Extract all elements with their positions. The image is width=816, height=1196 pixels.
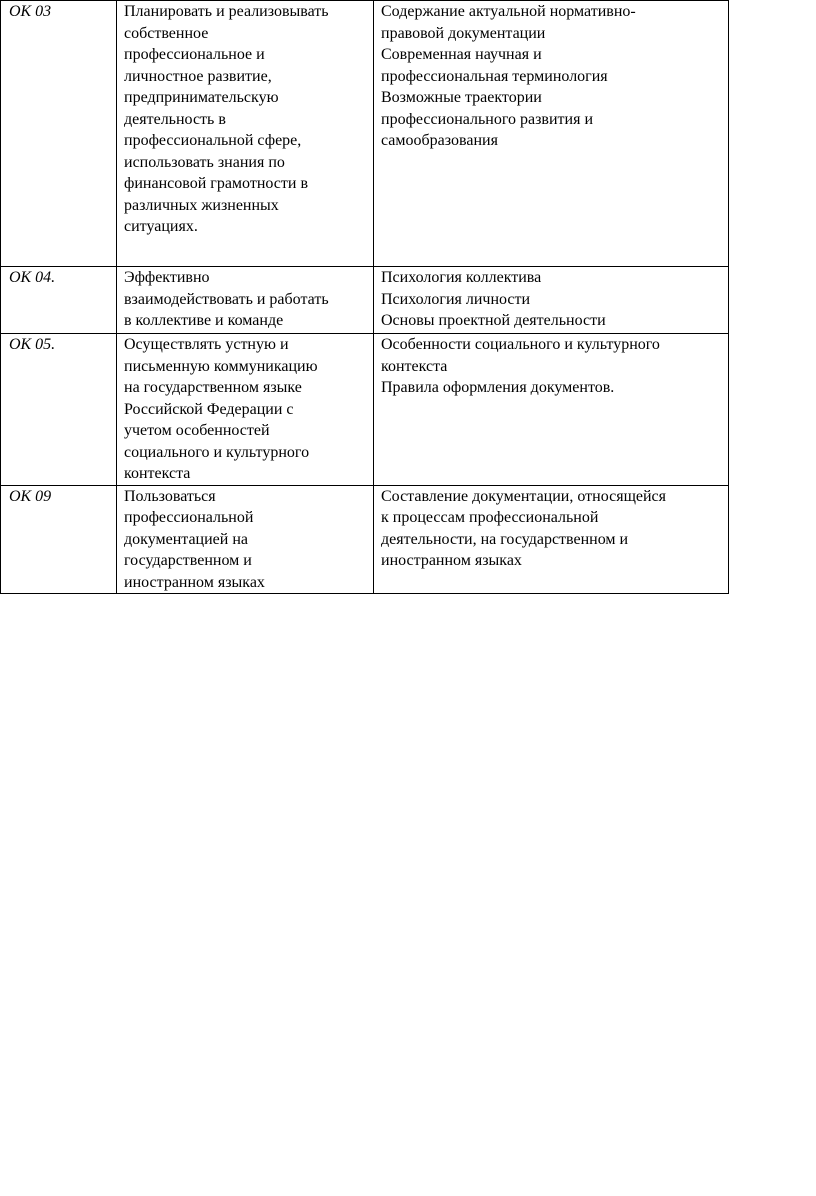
- skill-line: финансовой грамотности в: [124, 175, 309, 192]
- knowledge-line: к процессам профессиональной: [381, 509, 599, 526]
- skill-line: различных жизненных: [124, 196, 279, 214]
- skill-line: собственное: [124, 24, 209, 42]
- skill-line: профессиональной сфере,: [124, 132, 302, 149]
- knowledge-line: Современная научная и: [381, 46, 542, 63]
- skill-line: профессиональной: [124, 509, 254, 526]
- knowledge-line: самообразования: [381, 132, 498, 149]
- competency-code: ОК 03: [1, 1, 117, 267]
- skill-line: личностное развитие,: [124, 67, 272, 85]
- table-row: [1, 1, 729, 267]
- skill-line: взаимодействовать и работать: [124, 290, 329, 308]
- competency-table: [0, 0, 729, 594]
- skill-line: документацией на: [124, 530, 249, 548]
- knowledge-line: профессионального развития и: [381, 110, 594, 128]
- skill-line: деятельность в: [124, 110, 226, 128]
- skill-line: письменную коммуникацию: [124, 357, 318, 375]
- knowledge-line: Содержание актуальной нормативно-: [381, 3, 636, 20]
- knowledge-line: правовой документации: [381, 24, 546, 42]
- skill-line: Осуществлять устную и: [124, 336, 289, 353]
- skill-description: [117, 485, 374, 594]
- skill-line: на государственном языке: [124, 379, 302, 396]
- knowledge-description: [374, 1, 729, 267]
- competency-code: ОК 09: [1, 485, 117, 594]
- skill-line: государственном и: [124, 552, 252, 569]
- competency-code: ОК 05.: [1, 334, 117, 486]
- skill-line: предпринимательскую: [124, 89, 279, 106]
- skill-line: социального и культурного: [124, 443, 310, 461]
- skill-line: профессиональное и: [124, 46, 265, 63]
- knowledge-line: деятельности, на государственном и: [381, 530, 629, 548]
- skill-line: использовать знания по: [124, 153, 285, 171]
- skill-description: [117, 267, 374, 334]
- table-row: [1, 267, 729, 334]
- table-row: [1, 334, 729, 486]
- skill-line: в коллективе и команде: [124, 312, 284, 329]
- skill-line: контекста: [124, 465, 191, 482]
- knowledge-line: Психология коллектива: [381, 269, 542, 286]
- table-row: [1, 485, 729, 594]
- skill-line: Пользоваться: [124, 487, 216, 505]
- skill-line: ситуациях.: [124, 218, 198, 235]
- skill-description: [117, 334, 374, 486]
- knowledge-line: Особенности социального и культурного: [381, 336, 660, 353]
- knowledge-line: Составление документации, относящейся: [381, 487, 667, 505]
- skill-description: [117, 1, 374, 267]
- knowledge-description: [374, 485, 729, 594]
- knowledge-line: Основы проектной деятельности: [381, 312, 606, 329]
- skill-line: учетом особенностей: [124, 422, 270, 439]
- knowledge-description: [374, 267, 729, 334]
- knowledge-line: Правила оформления документов.: [381, 379, 615, 396]
- knowledge-description: [374, 334, 729, 486]
- knowledge-line: Возможные траектории: [381, 89, 542, 106]
- knowledge-line: профессиональная терминология: [381, 67, 608, 85]
- skill-line: Эффективно: [124, 269, 210, 286]
- skill-line: иностранном языках: [124, 573, 265, 591]
- knowledge-line: иностранном языках: [381, 552, 522, 569]
- skill-line: Российской Федерации с: [124, 400, 294, 418]
- knowledge-line: контекста: [381, 357, 448, 375]
- knowledge-line: Психология личности: [381, 290, 531, 308]
- skill-line: Планировать и реализовывать: [124, 3, 329, 20]
- competency-code: ОК 04.: [1, 267, 117, 334]
